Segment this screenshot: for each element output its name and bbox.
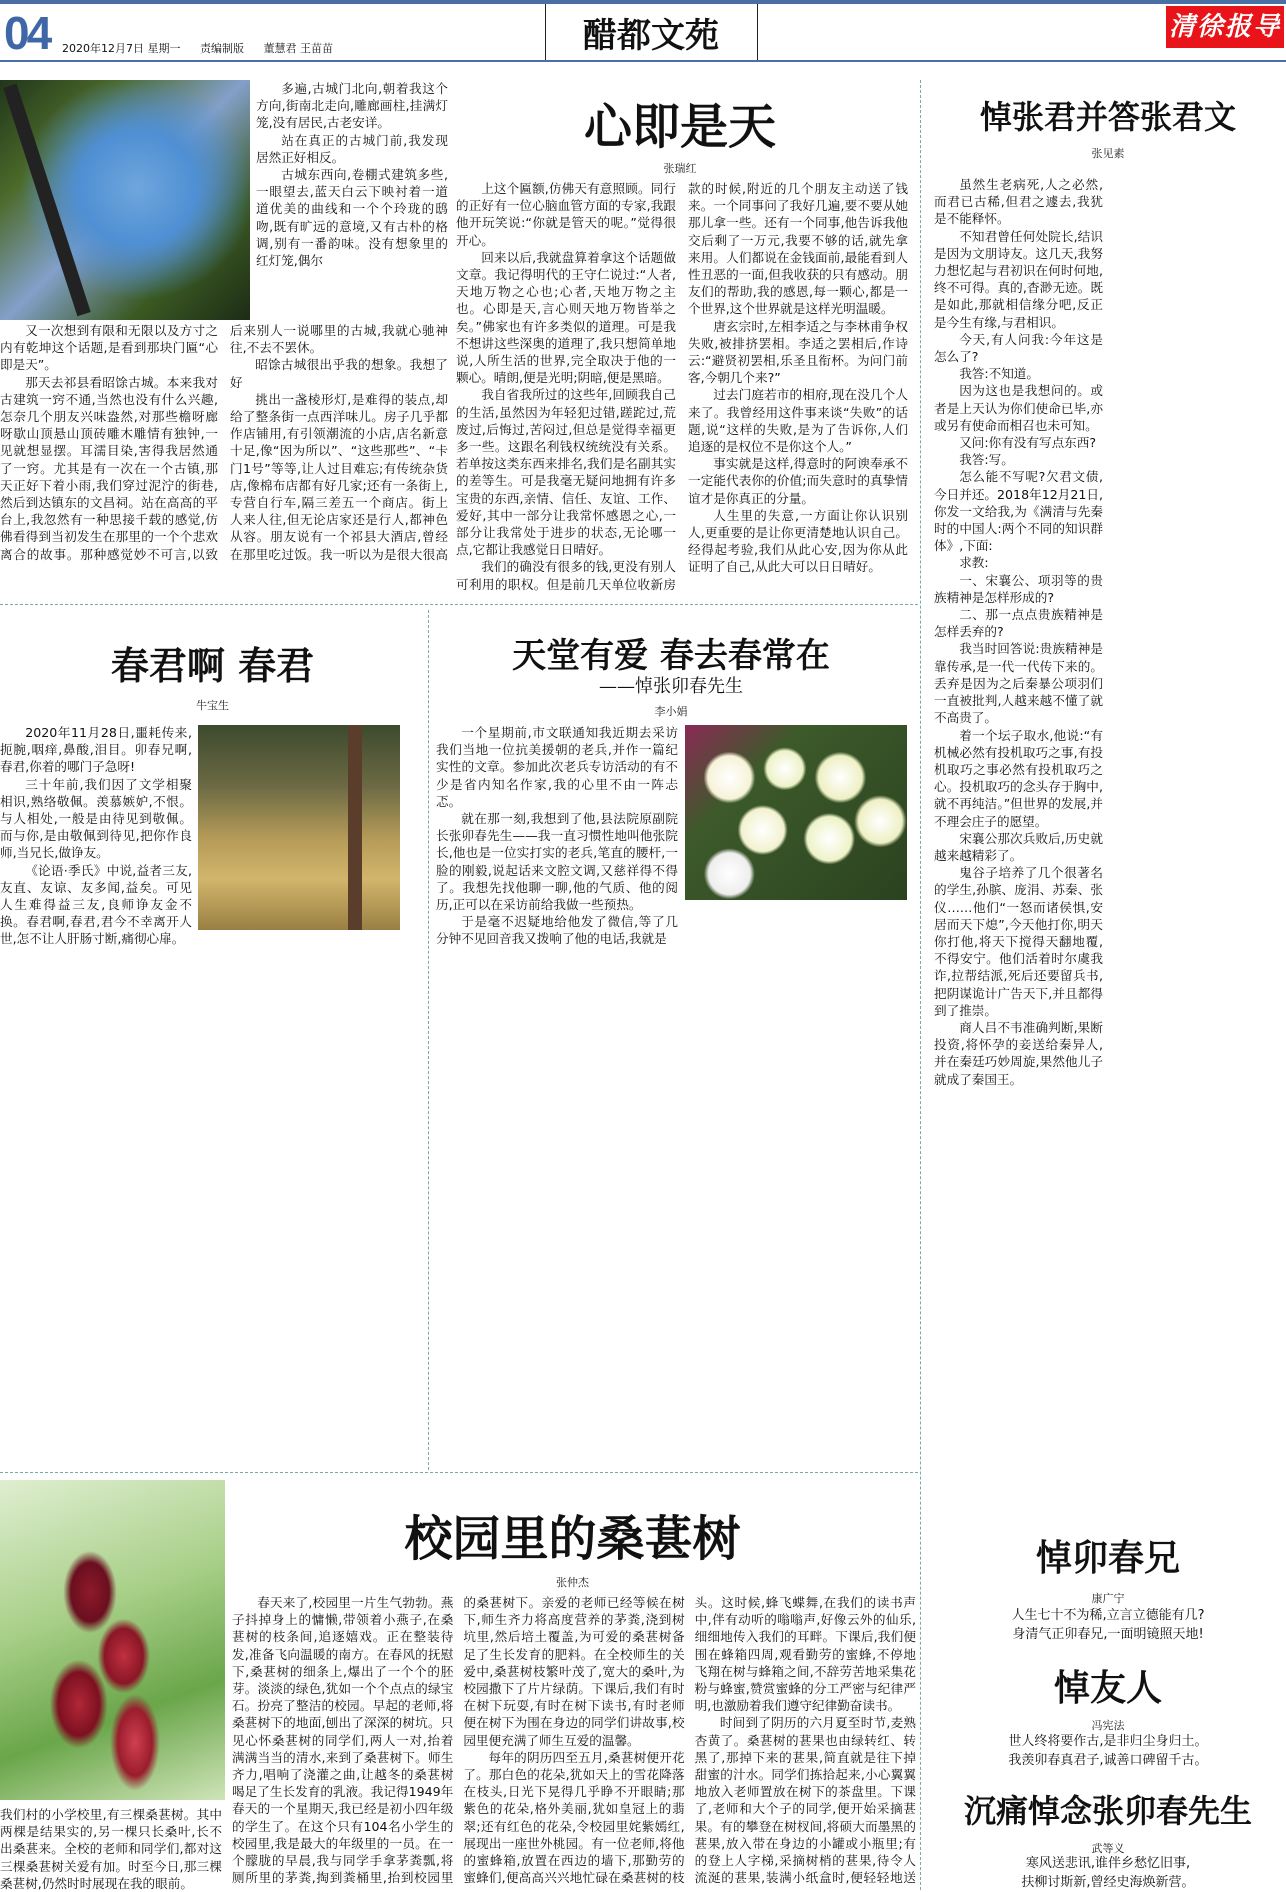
paragraph: 三十年前,我们因了文学相聚相识,熟络敬佩。羡慕嫉妒,不恨。与人相处,一般是由待见到敬佩。而与你,是由敬佩到待见,把你作良师,当兄长,做诤友。 [0,776,192,861]
article-author: 张仲杰 [556,1576,589,1589]
section-divider [0,604,918,605]
poem-lines [930,1732,1286,1770]
article-text [232,1594,916,1890]
paragraph: 我们村的小学校里,有三棵桑葚树。其中两棵是结果实的,另一棵只长桑叶,长不出桑葚来。全校的老师和同学们,都对这三棵桑葚树关爱有加。时至今日,那三棵桑葚树,仍然时时展现在我的眼前。 [0,1807,222,1890]
article-title: 校园里的桑葚树 [404,1511,741,1567]
section-title: 醋都文苑 [583,16,719,56]
paragraph: 一、宋襄公、项羽等的贵族精神是怎样形成的? [934,572,1103,605]
paragraph: 上这个匾额,仿佛天有意照顾。同行的正好有一位心脑血管方面的专家,我跟他开玩笑说:“你就是管天的呢。”觉得很开心。 [456,181,676,248]
paragraph: 春天来了,校园里一片生气勃勃。燕子抖掉身上的慵懒,带领着小燕子,在桑葚树的枝条间,追逐嬉戏。正在整装待发,准备飞向温暖的南方。在春风的抚慰下,桑葚树的细条上,爆出了一个个的胚芽。淡淡的绿色,犹如一个个点点的绿宝石。扮亮了整洁的校园。早起的老师,将桑葚树下的地面,刨出了深深的树坑。只见心怀桑葚树的同学们,两人一对,抬着满满当当的清水,来到了桑葚树下。师生齐力,唱响了浇灌之曲,让越冬的桑葚树喝足了生长发育的乳液。我记得1949年春天的一个星期天,我已经是初小四年级的学生了。在这个只有104名小学生的校园里,我是最大的年级里的一员。在一个朦胧的早晨,我与同学手拿茅粪瓢,将厕所里的茅粪,掏到粪桶里,抬到校园里的桑葚树下。亲爱的老师已经等候在树下,师生齐力将高度营养的茅粪,浇到树坑里,然后培土覆盖,为可爱的桑葚树备足了生长发育的肥料。在全校师生的关爱中,桑葚树枝繁叶茂了,宽大的桑叶,为校园撒下了片片绿荫。下课后,我们有时在树下玩耍,有时在树下读书,有时老师便在树下为围在身边的同学们讲故事,校园里便充满了师生互爱的温馨。 [232,1595,685,1886]
paragraph: 每年的阴历四至五月,桑葚树便开花了。那白色的花朵,犹如天上的雪花降落在枝头,日光下晃得几乎睁不开眼睛;那紫色的花朵,格外美丽,犹如皇冠上的翡翠;还有红色的花朵,令校园里姹紫嫣红,展现出一座世外桃园。有一位老师,将他的蜜蜂箱,放置在西边的墙下,那勤劳的蜜蜂们,便高高兴兴地忙碌在桑葚树的枝头。这时候,蜂飞蝶舞,在我们的读书声中,伴有动听的嗡嗡声,好像云外的仙乐,细细地传入我们的耳畔。下课后,我们便围在蜂箱四周,观看勤劳的蜜蜂,不停地飞翔在树与蜂箱之间,不辞劳苦地采集花粉与蜂蜜,赞赏蜜蜂的分工严密与纪律严明,也激励着我们遵守纪律勤奋读书。 [463,1595,916,1886]
article-text [934,176,1284,1486]
poem-author: 武等义 [1091,1842,1125,1855]
article-author: 牛宝生 [196,699,229,712]
paragraph: 我们的确没有很多的钱,更没有别人可利用的职权。但是前几天单位收新房款的时候,附近的几个朋友主动送了钱来。一个同事问了我好几遍,要不要从她那儿拿一些。还有一个同事,他告诉我他交后剩了一万元,我要不够的话,就先拿来用。人们都说在金钱面前,最能看到人性丑恶的一面,但我收获的只有感动。朋友们的帮助,我的感恩,每一颗心,都是一个世界,这个世界就是这样光明温暖。 [456,181,908,592]
paragraph: 于是毫不迟疑地给他发了微信,等了几分钟不见回音我又拨响了他的电话,我就是 [436,914,678,947]
poem-lines [930,1854,1286,1892]
paragraph: 我答:写。 [959,452,1014,468]
article-text [436,724,678,1464]
paragraph: 古城东西向,卷棚式建筑多些,一眼望去,蓝天白云下映衬着一道道优美的曲线和一个个玲珑的鸱吻,既有旷远的意境,又有古朴的格调,别有一番韵味。没有想象里的红灯笼,偶尔 [256,167,448,269]
newspaper-logo: 清徐报导 [1166,6,1284,48]
editor-names: 董慧君 王苗苗 [263,42,333,55]
paragraph: 过去门庭若市的相府,现在没几个人来了。我曾经用这件事来谈“失败”的话题,说“这样的失败,是为了告诉你,人们追逐的是权位不是你这个人。” [688,387,908,455]
article-author: 张瑞红 [663,162,697,175]
paragraph: 着一个坛子取水,他说:“有机械必然有投机取巧之事,有投机取巧之事必然有投机取巧之心。投机取巧的念头存于胸中,就不再纯洁。”但世界的发展,并不理会庄子的愿望。 [934,727,1103,829]
paragraph: 因为这也是我想问的。或者是上天认为你们使命已毕,亦或另有使命而相召也未可知。 [934,383,1103,433]
paragraph: 那天去祁县看昭馀古城。本来我对古建筑一窍不通,当然也没有什么兴趣,怎奈几个朋友兴味盎然,对那些檐呀廊呀歇山顶悬山顶砖雕木雕情有独钟,一见就想显摆。耳濡目染,害得我居然通了一窍。尤其是有一次在一个古镇,那天正好下着小雨,我们穿过泥泞的街巷,然后到达镇东的文昌祠。站在高高的平台上,我忽然有一种思接千载的感觉,仿佛看得到当初发生在那里的一个个悲欢离合的故事。那种感觉妙不可言,以致后来别人一说哪里的古城,我就心驰神往,不去不罢休。 [0,323,448,562]
paragraph: 又一次想到有限和无限以及方寸之内有乾坤这个话题,是看到那块门匾“心即是天”。 [0,323,218,373]
article-text [256,80,448,318]
paragraph: 多遍,古城门北向,朝着我这个方向,街南北走向,雕廊画柱,挂满灯笼,没有居民,古老安详。 [256,81,448,131]
column-divider [428,610,429,1470]
paragraph: 求教: [959,555,989,571]
paragraph: 二、那一点点贵族精神是怎样丢弃的? [934,607,1103,640]
editor-label: 责编制版 [200,42,244,55]
header-bottom-rule [0,60,1286,62]
page-number: 04 [4,7,50,59]
header-divider [757,4,758,61]
poem-title: 沉痛悼念张卯春先生 [963,1792,1252,1830]
article-author: 张见素 [1091,147,1125,160]
chrysanthemum-photo [685,725,907,900]
poem-line: 人生七十不为稀,立言立德能有几? [1011,1608,1205,1623]
poem-line: 我羡卯春真君子,诚善口碑留千古。 [1008,1753,1208,1768]
paragraph: 今天,有人问我:今年这是怎么了? [934,331,1103,365]
paragraph: 我答:不知道。 [959,366,1039,382]
issue-date: 2020年12月7日 星期一 [62,42,181,55]
paragraph: 挑出一盏棱形灯,是难得的装点,却给了整条街一点西洋味儿。房子几乎都作店铺用,有引领潮流的小店,店名新意十足,像“因为所以”、“这些那些”、“卡门1号”等等,让人过目难忘;有传统杂货店,像棉布店都有好几家;还有一条街上,专营自行车,隔三差五一个商店。街上人来人往,但无论店家还是行人,都神色从容。朋友说有一个祁县大酒店,曾经在那里吃过饭。我一听以为是很大很高 [230,391,448,562]
paragraph: 站在真正的古城门前,我发现居然正好相反。 [256,132,448,165]
article-text [0,1806,222,1890]
paragraph: 一个星期前,市文联通知我近期去采访我们当地一位抗美援朝的老兵,并作一篇纪实性的文章。参加此次老兵专访活动的有不少是省内知名作家,我的心里不由一阵忐忑。 [436,725,678,809]
poem-author: 康广宁 [1091,1592,1125,1605]
article-title: 春君啊 春君 [110,643,315,688]
column-divider [920,80,921,1890]
paragraph: 2020年11月28日,噩耗传来,扼腕,咽痒,鼻酸,泪目。卯春兄啊,春君,你着的哪门子急呀! [0,725,192,775]
paragraph: 怎么能不写呢?欠君文债,今日并还。2018年12月21日,你发一文给我,为《满清与先秦时的中国人:两个不同的知识群体》,下面: [934,469,1103,554]
paragraph: 我自省我所过的这些年,回顾我自己的生活,虽然因为年轻犯过错,蹉跎过,荒废过,后悔过,苦闷过,但总是觉得幸福更多一些。这跟名利钱权统统没有关系。若单按这类东西来排名,我们是名副其实的差等生。可是我毫无疑问地拥有许多宝贵的东西,亲情、信任、友谊、工作、爱好,其中一部分让我常怀感恩之心,一部分让我常处于进步的状态,无论哪一点,它都让我感觉日日晴好。 [456,387,676,558]
paragraph: 唐玄宗时,左相李适之与李林甫争权失败,被排挤罢相。李适之罢相后,作诗云:“避贤初罢相,乐圣且衔杯。为问门前客,今朝几个来?” [688,318,908,386]
article-text [0,724,192,1464]
article-author: 李小娟 [654,705,688,718]
tree-sky-photo [0,80,250,320]
poem-lines [930,1606,1286,1644]
autumn-woods-photo [198,725,400,930]
article-title: 天堂有爱 春去春常在 [512,636,830,676]
header-top-rule [0,0,1286,4]
paragraph: 人生里的失意,一方面让你认识别人,更重要的是让你更清楚地认识自己。经得起考验,我们从此心安,因为你从此证明了自己,从此大可以日日晴好。 [688,507,908,575]
article-subtitle: ——悼张卯春先生 [599,676,743,697]
section-divider [0,1472,918,1473]
article-title: 心即是天 [583,99,776,155]
poem-line: 寒风送悲讯,谁伴乡愁忆旧事, [1025,1856,1191,1871]
paragraph: 《论语·季氏》中说,益者三友,友直、友谅、友多闻,益矣。可见人生难得益三友,良师诤友金不换。春君啊,春君,君今不幸离开人世,怎不让人肝肠寸断,痛彻心扉。 [0,862,192,947]
paragraph: 宋襄公那次兵败后,历史就越来越精彩了。 [934,830,1103,863]
paragraph: 鬼谷子培养了几个很著名的学生,孙膑、庞涓、苏秦、张仪……他们“一怒而诸侯惧,安居而天下熄”,今天他打你,明天你打他,将天下搅得天翻地覆,不得安宁。他们活着时尔虞我诈,拉帮结派,死后还要留兵书,把阴谋诡计广告天下,并且都得到了推崇。 [934,865,1103,1018]
mulberry-photo [0,1480,225,1800]
header-info [62,40,349,56]
article-text [456,180,908,594]
paragraph: 又问:你有没有写点东西? [959,435,1097,451]
paragraph: 昭馀古城很出乎我的想象。我想了好 [230,357,448,390]
article-title: 悼张君并答张君文 [979,98,1236,136]
paragraph: 不知君曾任何处院长,结识是因为文朋诗友。这几天,我努力想忆起与君初识在何时何地,终不可得。真的,杳渺无迹。既是如此,那就相信缘分吧,反正是今生有缘,与君相识。 [934,228,1103,330]
poem-title: 悼卯春兄 [1035,1537,1180,1579]
poem-author: 冯宪法 [1091,1719,1125,1732]
paragraph: 我当时回答说:贵族精神是靠传承,是一代一代传下来的。丢弃是因为之后秦暴公项羽们一直被批判,人越来越不懂了就不高贵了。 [934,641,1103,726]
poem-line: 身清气正卯春兄,一面明镜照天地! [1012,1627,1204,1642]
paragraph: 虽然生老病死,人之必然,而君已古稀,但君之遽去,我犹是不能释怀。 [934,177,1103,227]
paragraph: 事实就是这样,得意时的阿谀奉承不一定能代表你的价值;而失意时的真挚情谊才是你真正的分量。 [688,456,908,506]
paragraph: 商人吕不韦准确判断,果断投资,将怀孕的妾送给秦异人,并在秦廷巧妙周旋,果然他儿子就成了秦国王。 [934,1019,1103,1087]
poem-line: 世人终将要作古,是非归尘身归土。 [1008,1734,1208,1749]
paragraph: 回来以后,我就盘算着拿这个话题做文章。我记得明代的王守仁说过:“人者,天地万物之心也;心者,天地万物之主也。心即是天,言心则天地万物皆举之矣。”佛家也有许多类似的道理。可是我不想讲这些深奥的道理了,我只想简单地说,人所生活的世界,完全取决于他的一颗心。晴朗,便是光明;阴暗,便是黑暗。 [456,249,676,386]
poem-title: 悼友人 [1053,1667,1162,1709]
article-text [0,322,448,594]
paragraph: 时间到了阴历的六月夏至时节,麦熟杏黄了。桑葚树的葚果也由绿转红、转黑了,那掉下来的葚果,简直就是往下掉甜蜜的汁水。同学们拣拾起来,小心翼翼地放入老师置放在树下的茶盘里。下课了,老师和大个子的同学,便开始采摘葚果。有的攀登在树杈间,将硕大而墨黑的葚果,放入带在身边的小罐或小瓶里;有的登上人字梯,采摘树梢的葚果,待令人流涎的葚果,装满小纸盒时,便轻轻地送 [694,1715,916,1886]
poem-line: 扶柳讨斯新,曾经史海焕新营。 [1021,1875,1195,1890]
paragraph: 就在那一刻,我想到了他,县法院原副院长张卯春先生——我一直习惯性地叫他张院长,他也是一位实打实的老兵,笔直的腰杆,一脸的刚毅,说起话来文腔文调,又慈祥得不得了。我想先找他聊一聊,他的气质、他的阅历,正可以在采访前给我做一些预热。 [436,811,678,913]
